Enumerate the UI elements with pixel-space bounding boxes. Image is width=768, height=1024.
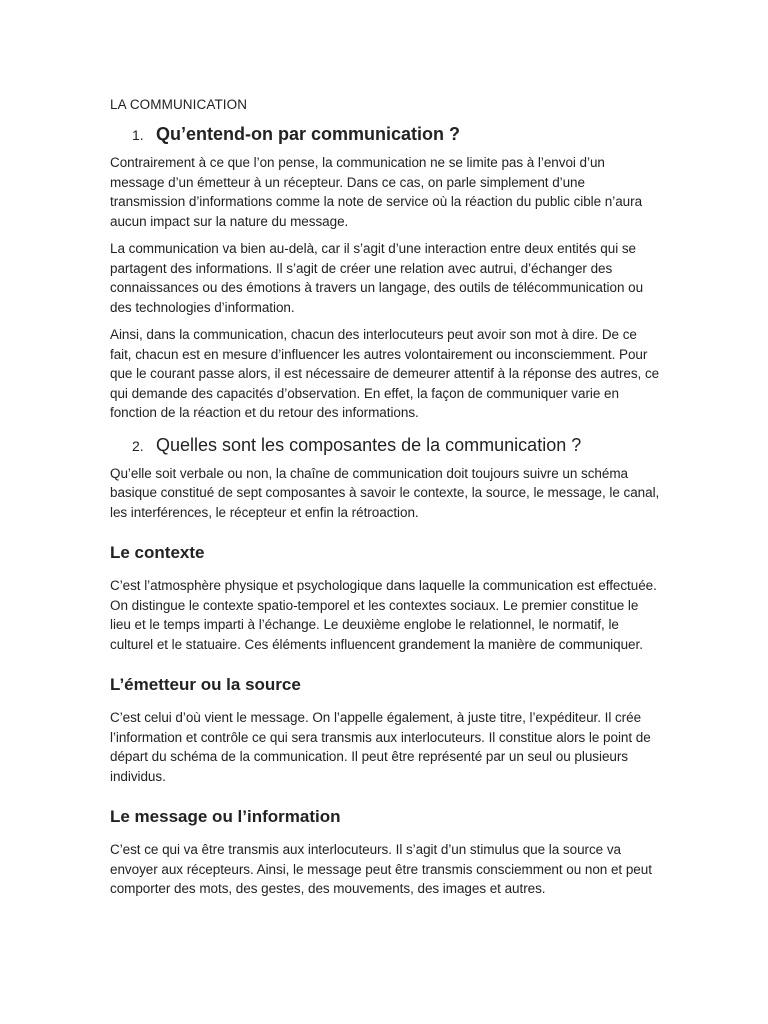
subsection-emetteur-text: C’est celui d’où vient le message. On l’appelle également, à juste titre, l’expéditeur. Il crée l’information et contrôle ce qui sera transmis aux interlocuteurs. Il constitue alors le point de départ du schéma de la communication. Il peut être représenté par un seul ou plusieurs individus. [110,710,651,784]
section-1-paragraph-3: Ainsi, dans la communication, chacun des interlocuteurs peut avoir son mot à dire. De ce fait, chacun est en mesure d’influencer les autres volontairement ou inconsciemment. Pour que le courant passe alors, il est nécessaire de demeurer attentif à la réponse des autres, ce qui demande des capacités d’observation. En effet, la façon de communiquer varie en fonction de la réaction et du retour des informations. [110,327,660,420]
subsection-emetteur-heading: L’émetteur ou la source [110,675,301,694]
subsection-contexte-heading: Le contexte [110,543,205,562]
section-1-paragraph-2: La communication va bien au-delà, car il s’agit d’une interaction entre deux entités qui se partagent des informations. Il s’agit de créer une relation avec autrui, d’échanger des connaissances ou des émotions à travers un langage, des outils de télécommunication ou des technologies d’information. [110,241,644,315]
subsection-message-heading: Le message ou l’information [110,807,341,826]
section-2-intro: Qu’elle soit verbale ou non, la chaîne de communication doit toujours suivre un schéma basique constitué de sept composantes à savoir le contexte, la source, le message, le canal, les interférences, le récepteur et enfin la rétroaction. [110,465,660,520]
section-1-title: Qu’entend-on par communication ? [156,124,461,144]
section-2-heading [110,433,662,457]
subsection-contexte-text: C’est l’atmosphère physique et psychologique dans laquelle la communication est effectuée. On distingue le contexte spatio-temporel et les contextes sociaux. Le premier constitue le lieu et le temps imparti à l’échange. Le deuxième englobe le relationnel, le normatif, le culturel et le statuaire. Ces éléments influencent grandement la manière de communiquer. [110,578,657,652]
document-page [110,96,662,907]
section-1-number: 1. [132,127,144,143]
subsection-message-text: C’est ce qui va être transmis aux interlocuteurs. Il s’agit d’un stimulus que la source va envoyer aux récepteurs. Ainsi, le message peut être transmis consciemment ou non et peut comporter des mots, des gestes, des mouvements, des images et autres. [110,842,652,896]
section-1-heading [110,122,662,146]
section-2-number: 2. [132,437,144,454]
section-1-paragraph-1: Contrairement à ce que l’on pense, la communication ne se limite pas à l’envoi d’un message d’un émetteur à un récepteur. Dans ce cas, on parle simplement d’une transmission d’informations comme la note de service où la réaction du public cible n’aura aucun impact sur la nature du message. [110,155,643,229]
document-title: LA COMMUNICATION [110,97,248,112]
section-2-title: Quelles sont les composantes de la communication ? [156,434,582,455]
